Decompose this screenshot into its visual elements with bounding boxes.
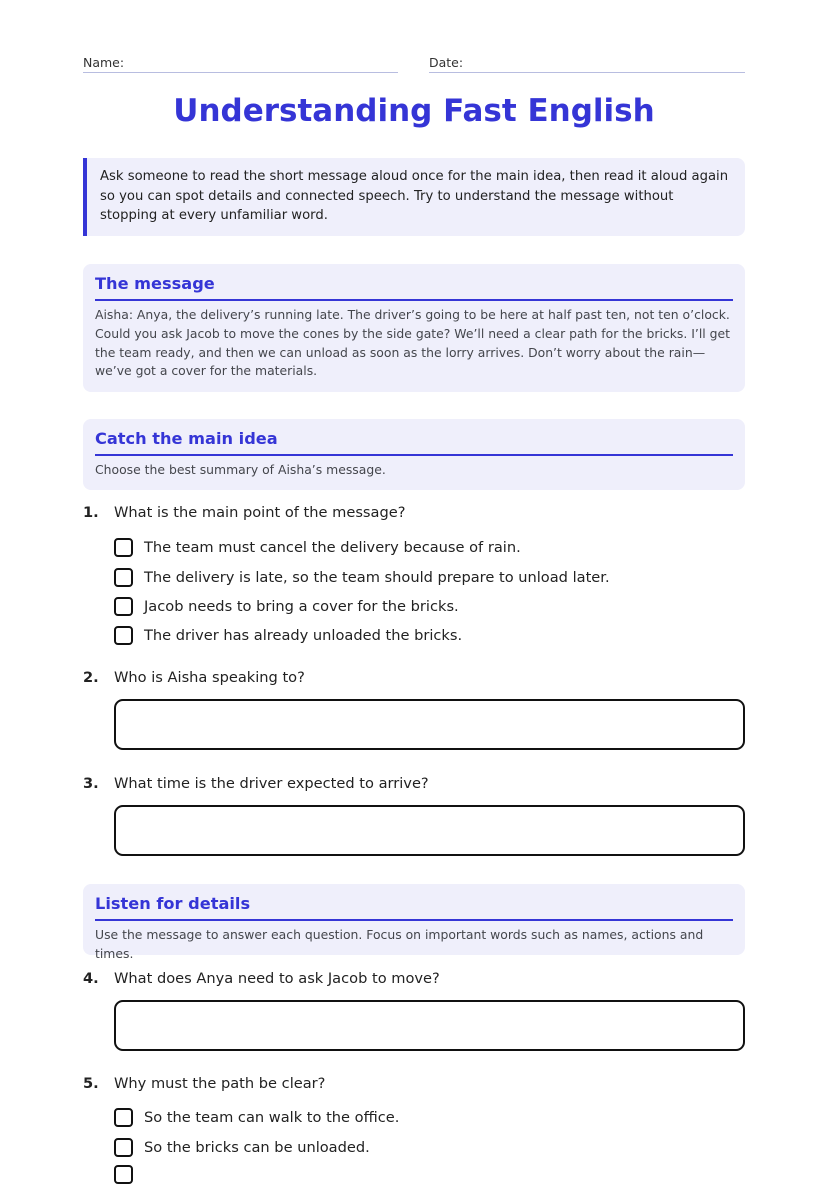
question-text: Why must the path be clear? (114, 1075, 326, 1092)
question-number: 1. (83, 504, 99, 521)
q1-option-1[interactable] (114, 535, 521, 559)
q1-option-4[interactable] (114, 623, 462, 647)
q5-option-1[interactable] (114, 1105, 399, 1129)
main-idea-panel (83, 419, 745, 490)
question-number: 3. (83, 775, 99, 792)
q5-option-3[interactable] (114, 1162, 133, 1186)
option-label: The delivery is late, so the team should prepare to unload later. (144, 568, 610, 586)
option-label: Jacob needs to bring a cover for the bricks. (144, 597, 459, 615)
message-heading: The message (95, 274, 733, 301)
checkbox[interactable] (114, 1165, 133, 1184)
option-label: The driver has already unloaded the bricks. (144, 626, 463, 644)
question-text: Who is Aisha speaking to? (114, 669, 305, 686)
q1-option-2[interactable] (114, 565, 610, 589)
message-panel (83, 264, 745, 392)
date-label: Date: (429, 55, 464, 70)
question-number: 4. (83, 970, 99, 987)
page-title: Understanding Fast English (173, 93, 655, 129)
option-label: The team must cancel the delivery because of rain. (144, 538, 521, 556)
q1-option-3[interactable] (114, 594, 459, 618)
checkbox[interactable] (114, 597, 133, 616)
question-number: 2. (83, 669, 99, 686)
answer-box-q3[interactable] (114, 805, 745, 856)
checkbox[interactable] (114, 1108, 133, 1127)
question-text: What time is the driver expected to arrive? (114, 775, 429, 792)
checkbox[interactable] (114, 1138, 133, 1157)
date-field[interactable] (429, 52, 745, 73)
main-idea-heading: Catch the main idea (95, 429, 733, 456)
details-panel (83, 884, 745, 961)
details-heading: Listen for details (95, 894, 733, 921)
message-text: Aisha: Anya, the delivery’s running late. The driver’s going to be here at half past ten, not ten o’clock. Could you ask Jacob to move the cones by the side gate? We’ll need a clear path for the bricks. I’ll get the team ready, and then we can unload as soon as the lorry arrives. Don’t worry about the rain—we’ve got a cover for the materials. (95, 307, 730, 379)
question-text: What is the main point of the message? (114, 504, 406, 521)
intro-instructions: Ask someone to read the short message aloud once for the main idea, then read it aloud again so you can spot details and connected speech. Try to understand the message without stopping at every unfamiliar word. (83, 158, 745, 236)
name-label: Name: (83, 55, 125, 70)
answer-box-q2[interactable] (114, 699, 745, 750)
checkbox[interactable] (114, 626, 133, 645)
answer-box-q4[interactable] (114, 1000, 745, 1051)
details-instructions: Use the message to answer each question. Focus on important words such as names, actions and times. (95, 927, 704, 961)
checkbox[interactable] (114, 538, 133, 557)
question-number: 5. (83, 1075, 99, 1092)
q5-option-2[interactable] (114, 1135, 370, 1159)
name-field[interactable] (83, 52, 398, 73)
option-label: So the bricks can be unloaded. (144, 1138, 370, 1156)
option-label: So the team can walk to the office. (144, 1108, 400, 1126)
main-idea-instructions: Choose the best summary of Aisha’s message. (95, 462, 386, 477)
checkbox[interactable] (114, 568, 133, 587)
question-text: What does Anya need to ask Jacob to move? (114, 970, 440, 987)
